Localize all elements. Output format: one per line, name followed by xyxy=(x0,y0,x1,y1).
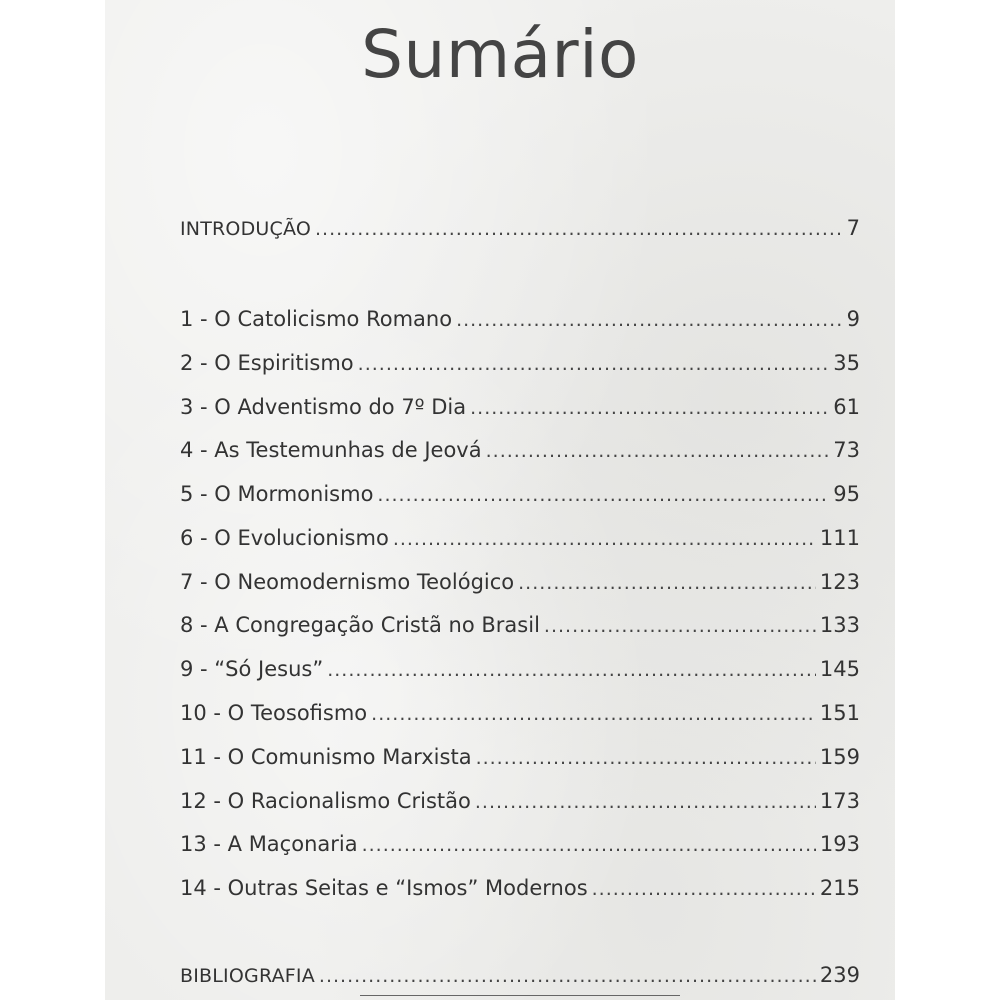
toc-entry-chapter-12 xyxy=(180,788,860,815)
toc-entry-chapter-4 xyxy=(180,437,860,464)
toc-entry-chapter-14 xyxy=(180,875,860,902)
toc-leader-dots xyxy=(544,613,816,639)
toc-leader-dots xyxy=(358,351,830,377)
toc-leader-dots xyxy=(327,657,816,683)
toc-entry-label: BIBLIOGRAFIA xyxy=(180,965,315,987)
toc-entry-bibliography xyxy=(180,962,860,989)
toc-entry-label: 9 - “Só Jesus” xyxy=(180,657,324,681)
toc-entry-label: 5 - O Mormonismo xyxy=(180,482,374,506)
toc-entry-chapter-1 xyxy=(180,306,860,333)
toc-leader-dots xyxy=(362,832,816,858)
toc-leader-dots xyxy=(315,216,843,242)
toc-entry-page: 7 xyxy=(846,216,860,240)
toc-entry-page: 111 xyxy=(819,526,860,550)
toc-leader-dots xyxy=(592,876,816,902)
toc-entry-page: 61 xyxy=(833,395,860,419)
toc-entry-page: 35 xyxy=(833,351,860,375)
toc-leader-dots xyxy=(476,745,816,771)
toc-entry-page: 151 xyxy=(819,701,860,725)
toc-entry-chapter-6 xyxy=(180,525,860,552)
toc-entry-chapter-7 xyxy=(180,569,860,596)
toc-entry-label: INTRODUÇÃO xyxy=(180,218,312,240)
toc-entry-label: 2 - O Espiritismo xyxy=(180,351,354,375)
toc-entry-label: 3 - O Adventismo do 7º Dia xyxy=(180,395,467,419)
toc-entry-label: 14 - Outras Seitas e “Ismos” Modernos xyxy=(180,876,588,900)
toc-entry-chapter-11 xyxy=(180,744,860,771)
toc-leader-dots xyxy=(377,482,829,508)
toc-entry-chapter-3 xyxy=(180,394,860,421)
toc-entry-chapter-8 xyxy=(180,612,860,639)
toc-entry-page: 173 xyxy=(819,789,860,813)
toc-entry-page: 123 xyxy=(819,570,860,594)
toc-leader-dots xyxy=(456,307,843,333)
page-title: Sumário xyxy=(361,16,639,93)
book-page xyxy=(105,0,895,1000)
toc-entry-label: 12 - O Racionalismo Cristão xyxy=(180,789,471,813)
footer-rule xyxy=(360,995,680,996)
toc-entry-page: 215 xyxy=(819,876,860,900)
toc-entry-chapter-5 xyxy=(180,481,860,508)
toc-leader-dots xyxy=(518,570,816,596)
toc-entry-page: 145 xyxy=(819,657,860,681)
toc-entry-page: 193 xyxy=(819,832,860,856)
toc-leader-dots xyxy=(486,438,830,464)
toc-entry-chapter-10 xyxy=(180,700,860,727)
toc-leader-dots xyxy=(470,395,829,421)
toc-entry-page: 159 xyxy=(819,745,860,769)
toc-entry-label: 6 - O Evolucionismo xyxy=(180,526,389,550)
toc-entry-label: 7 - O Neomodernismo Teológico xyxy=(180,570,515,594)
toc-entry-label: 11 - O Comunismo Marxista xyxy=(180,745,472,769)
toc-leader-dots xyxy=(371,701,816,727)
toc-entry-page: 133 xyxy=(819,613,860,637)
toc-entry-page: 95 xyxy=(833,482,860,506)
toc-entry-chapter-2 xyxy=(180,350,860,377)
toc-entry-label: 4 - As Testemunhas de Jeová xyxy=(180,438,482,462)
toc-entry-chapter-9 xyxy=(180,656,860,683)
toc-entry-label: 8 - A Congregação Cristã no Brasil xyxy=(180,613,540,637)
toc-entry-label: 1 - O Catolicismo Romano xyxy=(180,307,453,331)
toc-entry-introduction xyxy=(180,215,860,242)
toc-leader-dots xyxy=(393,526,816,552)
toc-entry-label: 13 - A Maçonaria xyxy=(180,832,358,856)
toc-entry-page: 239 xyxy=(819,963,860,987)
toc-leader-dots xyxy=(475,789,816,815)
toc-entry-page: 73 xyxy=(833,438,860,462)
toc-entry-page: 9 xyxy=(846,307,860,331)
toc-entry-label: 10 - O Teosofismo xyxy=(180,701,368,725)
toc-entry-chapter-13 xyxy=(180,831,860,858)
toc-leader-dots xyxy=(319,963,816,989)
